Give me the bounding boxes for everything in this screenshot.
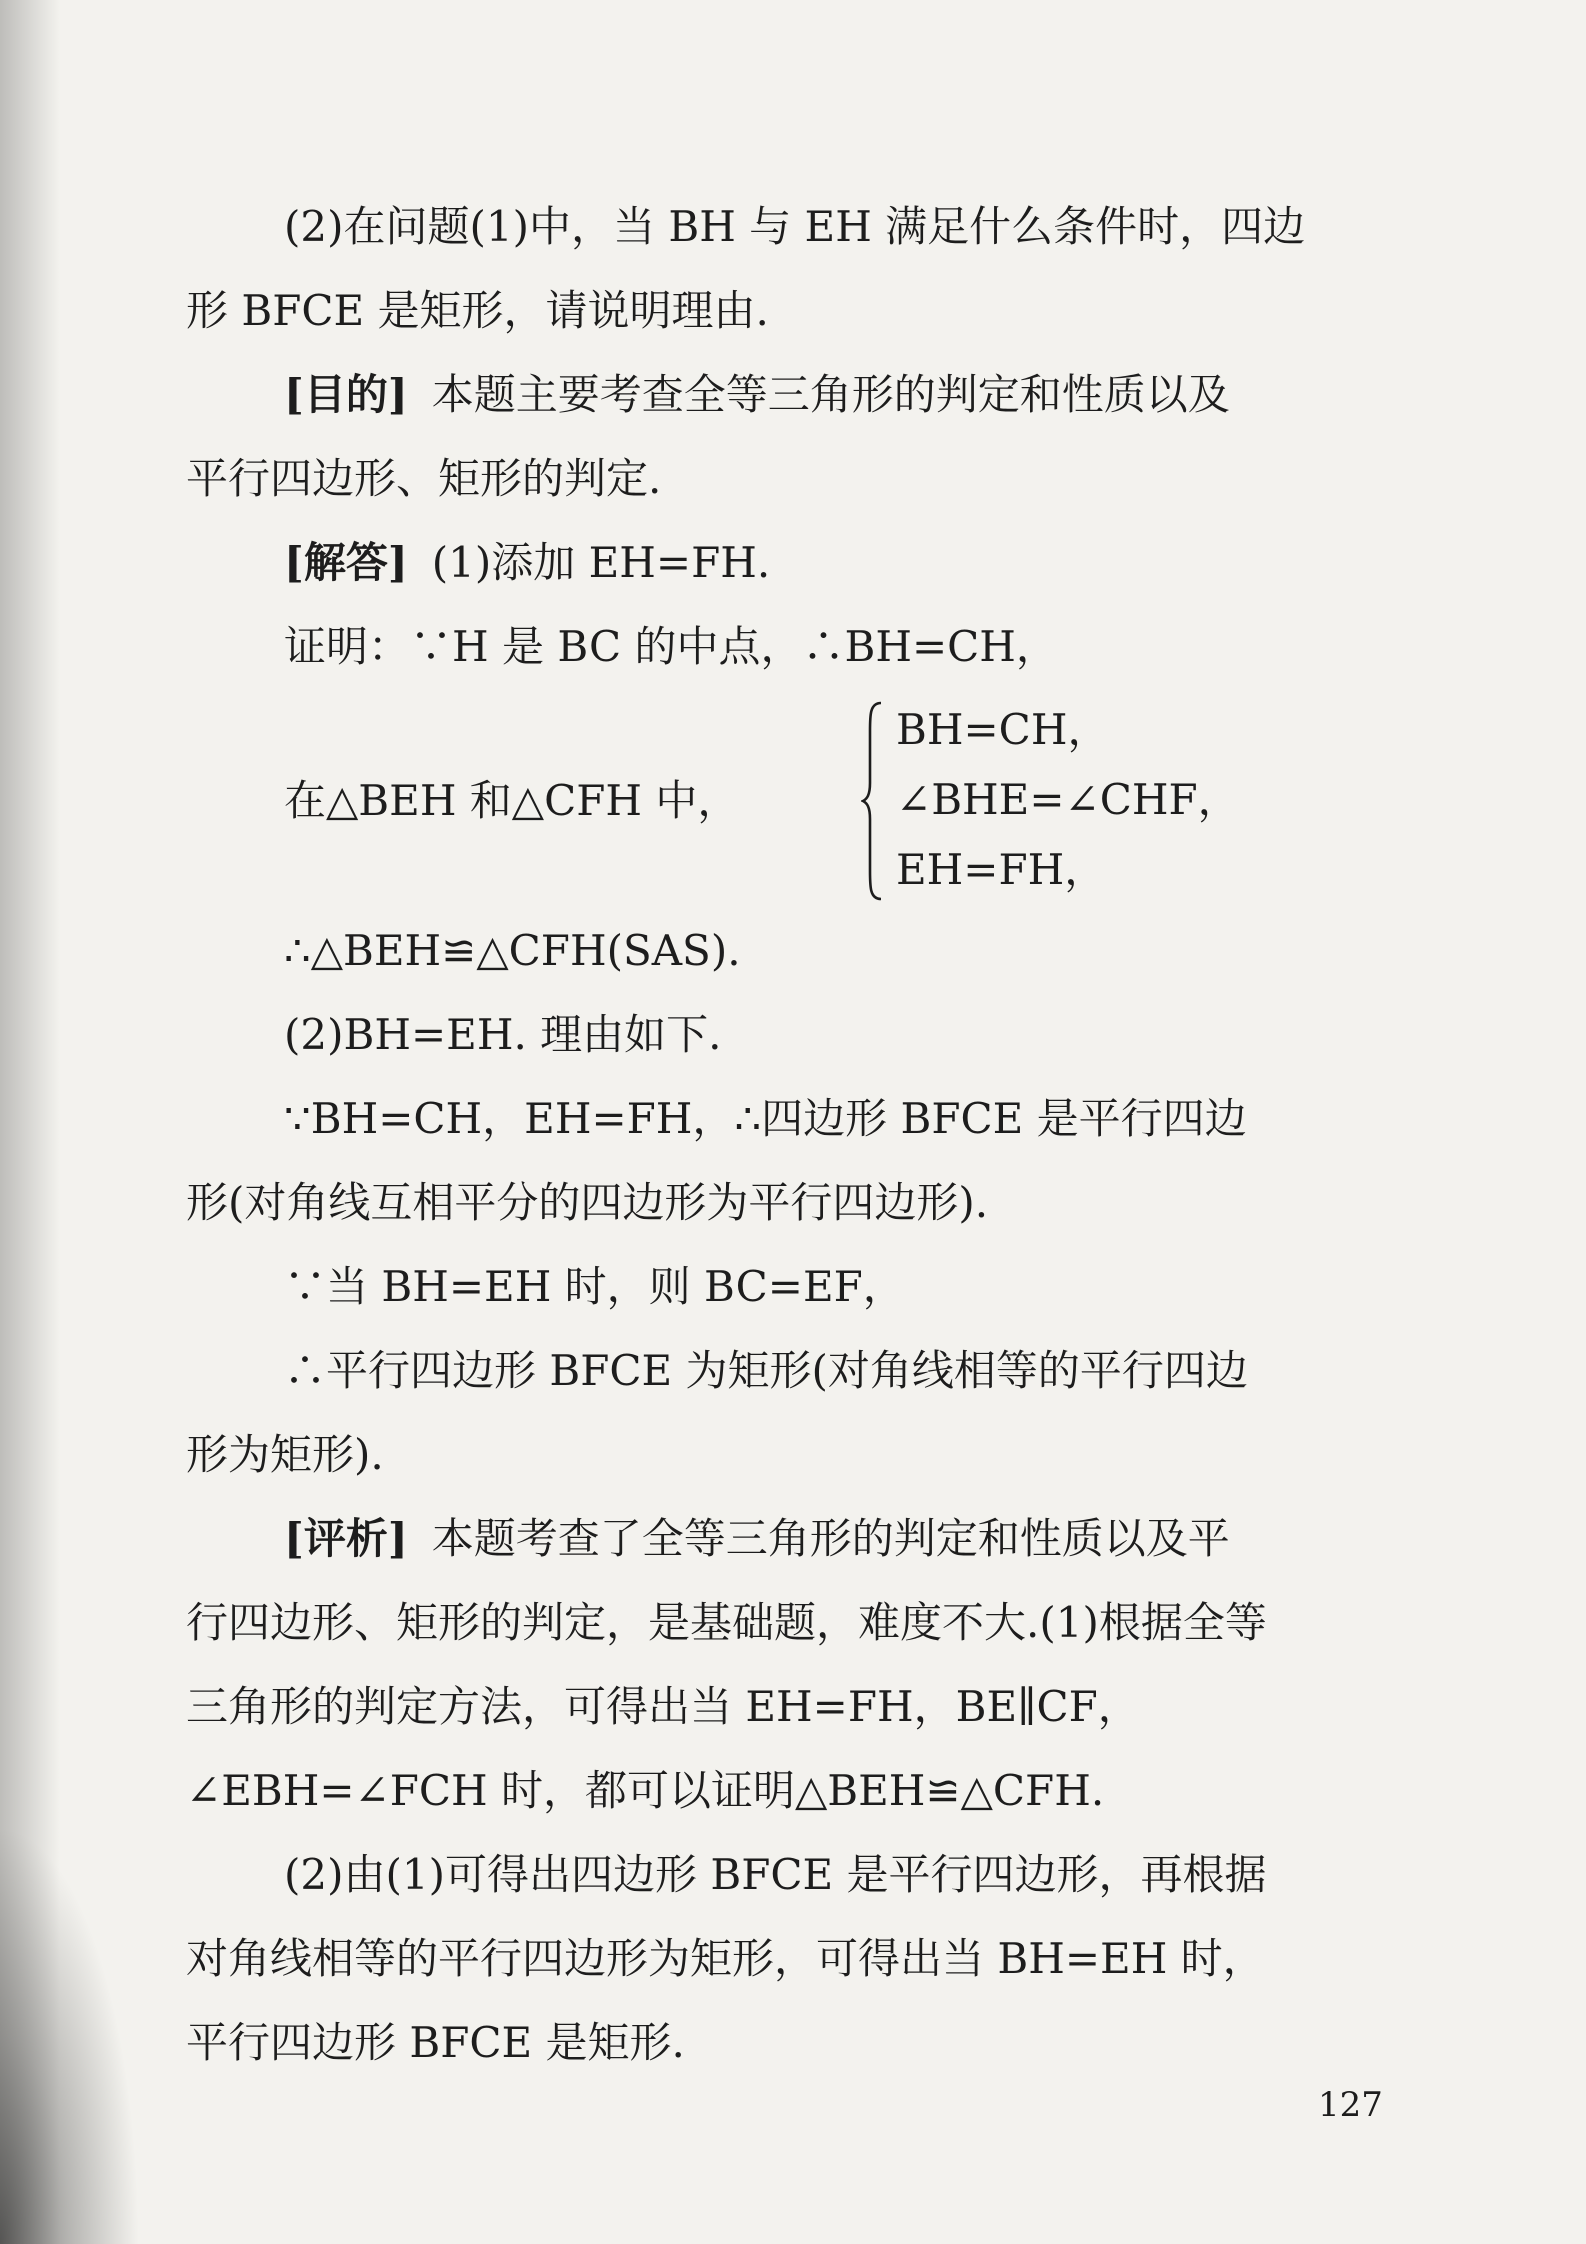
- part2-line-6: 形为矩形).: [186, 1430, 384, 1479]
- review-line-3: 三角形的判定方法，可得出当 EH=FH，BE∥CF，: [186, 1682, 1140, 1731]
- review-line-1: [186, 1497, 1416, 1581]
- question-line-2: 形 BFCE 是矩形，请说明理由.: [186, 286, 769, 335]
- part2-line-5: ∴平行四边形 BFCE 为矩形(对角线相等的平行四边: [284, 1346, 1248, 1395]
- proof-line: 证明：∵H 是 BC 的中点，∴BH=CH，: [284, 622, 1058, 671]
- part2-line-1: (2)BH=EH. 理由如下.: [284, 1010, 722, 1059]
- question-line-1: (2)在问题(1)中，当 BH 与 EH 满足什么条件时，四边: [284, 202, 1306, 251]
- answer-first: (1)添加 EH=FH.: [431, 538, 771, 587]
- part2-line-4: ∵当 BH=EH 时，则 BC=EF，: [284, 1262, 905, 1311]
- part2-line-3: 形(对角线互相平分的四边形为平行四边形).: [186, 1178, 989, 1227]
- page-body: [186, 185, 1416, 2085]
- system-equations: [896, 695, 1240, 905]
- review-line-4: ∠EBH=∠FCH 时，都可以证明△BEH≌△CFH.: [186, 1766, 1105, 1815]
- review2-line-2: 对角线相等的平行四边形为矩形，可得出当 BH=EH 时，: [186, 1934, 1265, 1983]
- answer-line: [186, 521, 1416, 605]
- conclusion-line: ∴△BEH≌△CFH(SAS).: [284, 926, 741, 975]
- system-eq-3: EH=FH，: [896, 845, 1107, 894]
- review2-line-1: (2)由(1)可得出四边形 BFCE 是平行四边形，再根据: [284, 1850, 1267, 1899]
- left-brace-icon: [861, 701, 883, 901]
- aim-label: [目的]: [284, 370, 408, 419]
- aim-line-1: [186, 353, 1416, 437]
- review-line-2: 行四边形、矩形的判定，是基础题，难度不大.(1)根据全等: [186, 1598, 1267, 1647]
- review-label: [评析]: [284, 1514, 408, 1563]
- equation-system: [284, 695, 1416, 905]
- system-prefix: 在△BEH 和△CFH 中，: [284, 776, 740, 825]
- system-eq-1: BH=CH，: [896, 705, 1110, 754]
- aim-text-1: 本题主要考查全等三角形的判定和性质以及: [431, 370, 1230, 419]
- page-number: 127: [1318, 2085, 1383, 2125]
- scan-shadow-corner: [0, 1824, 140, 2244]
- aim-line-2: 平行四边形、矩形的判定.: [186, 454, 662, 503]
- system-eq-2: ∠BHE=∠CHF，: [896, 775, 1240, 824]
- part2-line-2: ∵BH=CH，EH=FH，∴四边形 BFCE 是平行四边: [284, 1094, 1247, 1143]
- review-text-1: 本题考查了全等三角形的判定和性质以及平: [431, 1514, 1230, 1563]
- review2-line-3: 平行四边形 BFCE 是矩形.: [186, 2018, 685, 2067]
- answer-label: [解答]: [284, 538, 408, 587]
